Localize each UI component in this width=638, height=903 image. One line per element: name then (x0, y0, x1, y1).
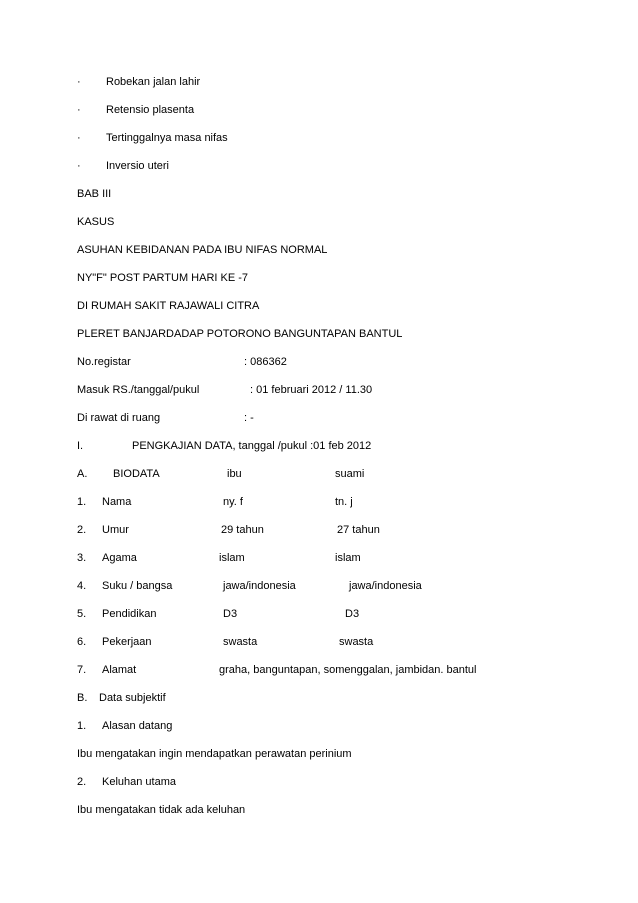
row-number: 1. (77, 720, 87, 732)
info-value: : - (244, 412, 254, 424)
row-suami: tn. j (335, 496, 353, 508)
address-value: graha, banguntapan, somenggalan, jambidan. bantul (219, 664, 477, 676)
section-number: I. (77, 440, 84, 452)
reason-label: Alasan datang (102, 720, 173, 732)
complaint-label: Keluhan utama (102, 776, 176, 788)
row-label: Pendidikan (102, 608, 157, 620)
row-number: 2. (77, 776, 87, 788)
row-label: Suku / bangsa (102, 580, 173, 592)
column-header-suami: suami (335, 468, 365, 480)
row-label: Agama (102, 552, 137, 564)
row-number: 1. (77, 496, 87, 508)
row-suami: D3 (345, 608, 360, 620)
info-value: : 01 februari 2012 / 11.30 (250, 384, 373, 396)
info-value: : 086362 (244, 356, 287, 368)
row-number: 3. (77, 552, 87, 564)
row-ibu: swasta (223, 636, 258, 648)
row-suami: swasta (339, 636, 374, 648)
bullet-text: Tertinggalnya masa nifas (106, 132, 228, 144)
row-ibu: jawa/indonesia (223, 580, 296, 592)
row-ibu: ny. f (223, 496, 243, 508)
subjective-label: Data subjektif (99, 692, 166, 704)
address-line: PLERET BANJARDADAP POTORONO BANGUNTAPAN BANTUL (77, 328, 403, 340)
hospital-line: DI RUMAH SAKIT RAJAWALI CITRA (77, 300, 260, 312)
row-label: Nama (102, 496, 132, 508)
bullet-text: Retensio plasenta (106, 104, 195, 116)
row-ibu: D3 (223, 608, 238, 620)
row-number: 6. (77, 636, 87, 648)
row-number: 2. (77, 524, 87, 536)
bullet-text: Robekan jalan lahir (106, 76, 201, 88)
row-suami: 27 tahun (337, 524, 380, 536)
row-number: 4. (77, 580, 87, 592)
column-header-ibu: ibu (227, 468, 242, 480)
info-label: No.registar (77, 356, 131, 368)
biodata-label: BIODATA (113, 468, 160, 480)
bullet-marker: · (77, 104, 81, 116)
row-ibu: islam (219, 552, 245, 564)
bullet-marker: · (77, 76, 81, 88)
row-number: 7. (77, 664, 87, 676)
bullet-marker: · (77, 132, 81, 144)
subjective-number: B. (77, 692, 88, 704)
info-label: Masuk RS./tanggal/pukul (77, 384, 200, 396)
biodata-number: A. (77, 468, 88, 480)
row-ibu: 29 tahun (221, 524, 264, 536)
patient-line: NY"F" POST PARTUM HARI KE -7 (77, 272, 249, 284)
case-heading: KASUS (77, 216, 115, 228)
bullet-text: Inversio uteri (106, 160, 169, 172)
title-line: ASUHAN KEBIDANAN PADA IBU NIFAS NORMAL (77, 244, 328, 256)
bullet-marker: · (77, 160, 81, 172)
row-number: 5. (77, 608, 87, 620)
row-suami: jawa/indonesia (349, 580, 422, 592)
reason-text: Ibu mengatakan ingin mendapatkan perawatan perinium (77, 748, 352, 760)
complaint-text: Ibu mengatakan tidak ada keluhan (77, 804, 246, 816)
row-label: Umur (102, 524, 129, 536)
row-label: Pekerjaan (102, 636, 152, 648)
chapter-heading: BAB III (77, 188, 112, 200)
section-title: PENGKAJIAN DATA, tanggal /pukul :01 feb 2012 (132, 440, 372, 452)
row-label: Alamat (102, 664, 137, 676)
info-label: Di rawat di ruang (77, 412, 161, 424)
row-suami: islam (335, 552, 361, 564)
